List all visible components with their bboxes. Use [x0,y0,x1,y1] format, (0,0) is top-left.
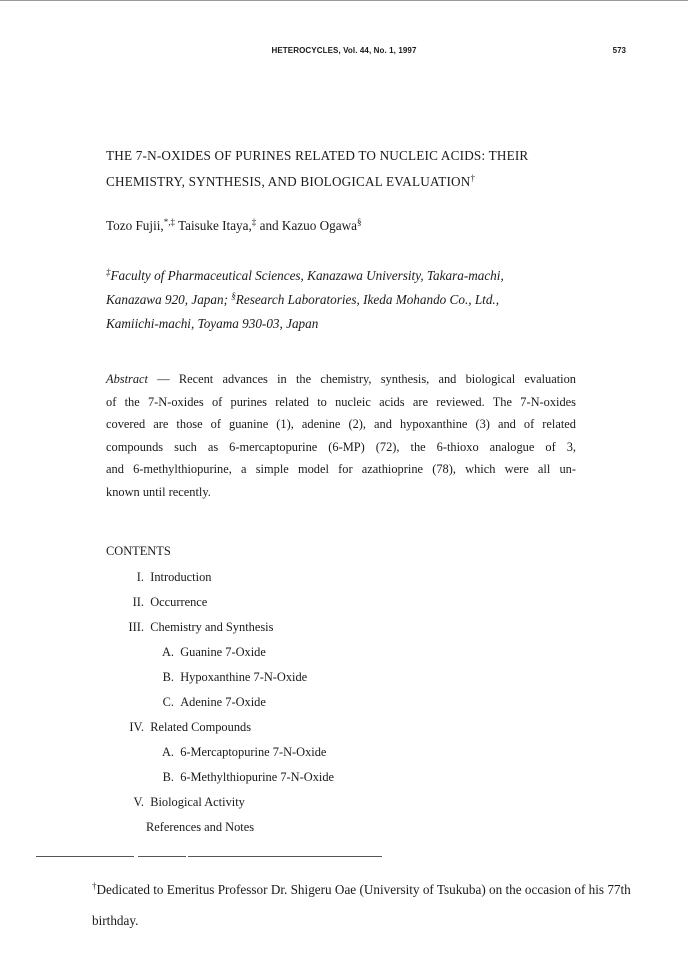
affiliation-line-3: Kamiichi-machi, Toyama 930-03, Japan [106,316,319,331]
footnote [92,874,632,936]
toc-number: I. [136,570,144,584]
abstract-line-4: compounds such as 6-mercaptopurine (6-MP) (72), the 6-thioxo analogue of 3, [106,439,576,454]
toc-item-introduction [84,570,211,585]
author-2: Taisuke Itaya, [174,218,252,233]
toc-number: III. [128,620,144,634]
toc-number: C. [162,695,174,709]
toc-label: Occurrence [150,595,208,609]
title-dagger: † [470,173,476,183]
author-3: and Kazuo Ogawa [256,218,357,233]
title-line-1-text: THE 7-N-OXIDES OF PURINES RELATED TO NUCLEIC ACIDS: THEIR [106,148,529,163]
toc-number: B. [162,670,174,684]
toc-label: 6-Mercaptopurine 7-N-Oxide [180,745,327,759]
toc-item-hypoxanthine-7-n-oxide [150,670,307,685]
footnote-rule-segment [36,856,134,857]
page-number: 573 [612,46,626,55]
toc-item-occurrence [84,595,207,610]
affiliation-line-2 [106,288,576,312]
toc-item-adenine-7-oxide [150,695,266,710]
footnote-line-2: birthday. [92,913,139,928]
author-2-marks: ‡ [251,217,257,227]
toc-label: 6-Methylthiopurine 7-N-Oxide [180,770,335,784]
abstract-line-1 [106,368,576,391]
footnote-line-1 [92,874,632,905]
abstract-line-5: and 6-methylthiopurine, a simple model for azathioprine (78), which were all un- [106,462,576,476]
abstract-line-3: covered are those of guanine (1), adenine (2), and hypoxanthine (3) and of related [106,417,576,431]
author-list [106,218,362,234]
toc-item-related-compounds [84,720,251,735]
title-line-1 [106,143,586,169]
toc-label: Guanine 7-Oxide [180,645,266,659]
toc-item-chemistry-synthesis [84,620,273,635]
abstract-line-6: known until recently. [106,484,211,499]
journal-citation: HETEROCYCLES, Vol. 44, No. 1, 1997 [271,46,417,55]
author-1-marks: *,‡ [163,217,175,227]
toc-item-guanine-7-oxide [150,645,266,660]
toc-number: II. [132,595,144,609]
toc-label: References and Notes [146,820,255,834]
affiliation-line-1-text: Faculty of Pharmaceutical Sciences, Kanazawa University, Takara-machi, [110,268,504,283]
toc-number: A. [161,745,174,759]
affiliation-line-1 [106,264,576,288]
affiliation-mark-2: § [231,291,236,301]
affiliation-line-2b: Research Laboratories, Ikeda Mohando Co., Ltd., [235,292,500,307]
title-line-2-text: CHEMISTRY, SYNTHESIS, AND BIOLOGICAL EVALUATION [106,174,471,189]
toc-item-6-methylthiopurine-7-n-oxide [150,770,334,785]
affiliation-line-2a: Kanazawa 920, Japan; [106,292,232,307]
author-1: Tozo Fujii, [106,218,164,233]
abstract-label: Abstract [106,372,148,386]
footnote-dagger: † [92,881,97,891]
toc-number: A. [161,645,174,659]
toc-number: IV. [129,720,144,734]
toc-label: Hypoxanthine 7-N-Oxide [180,670,308,684]
running-head [0,46,688,60]
footnote-rule-segment [138,856,186,857]
title-line-2 [106,169,586,195]
toc-label: Adenine 7-Oxide [180,695,266,709]
abstract-line-2: of the 7-N-oxides of purines related to nucleic acids are reviewed. The 7-N-oxides [106,394,576,409]
footnote-line-1-text: Dedicated to Emeritus Professor Dr. Shigeru Oae (University of Tsukuba) on the occasion of his 77th [96,882,631,897]
abstract-line-1-text: — Recent advances in the chemistry, synthesis, and biological evaluation [148,372,576,386]
toc-number: B. [162,770,174,784]
toc-item-biological-activity [84,795,245,810]
contents-heading: CONTENTS [106,544,171,558]
affiliations [106,264,576,336]
footnote-rule-segment [188,856,382,857]
toc-label: Introduction [150,570,212,584]
abstract [106,368,576,503]
toc-label: Biological Activity [150,795,245,809]
toc-item-6-mercaptopurine-7-n-oxide [150,745,326,760]
toc-label: Related Compounds [150,720,252,734]
affiliation-mark-1: ‡ [106,267,111,277]
toc-item-references-notes [146,820,254,835]
author-3-marks: § [357,217,362,227]
toc-label: Chemistry and Synthesis [150,620,274,634]
top-rule [0,0,688,1]
toc-number: V. [133,795,144,809]
paper-title [106,143,586,195]
